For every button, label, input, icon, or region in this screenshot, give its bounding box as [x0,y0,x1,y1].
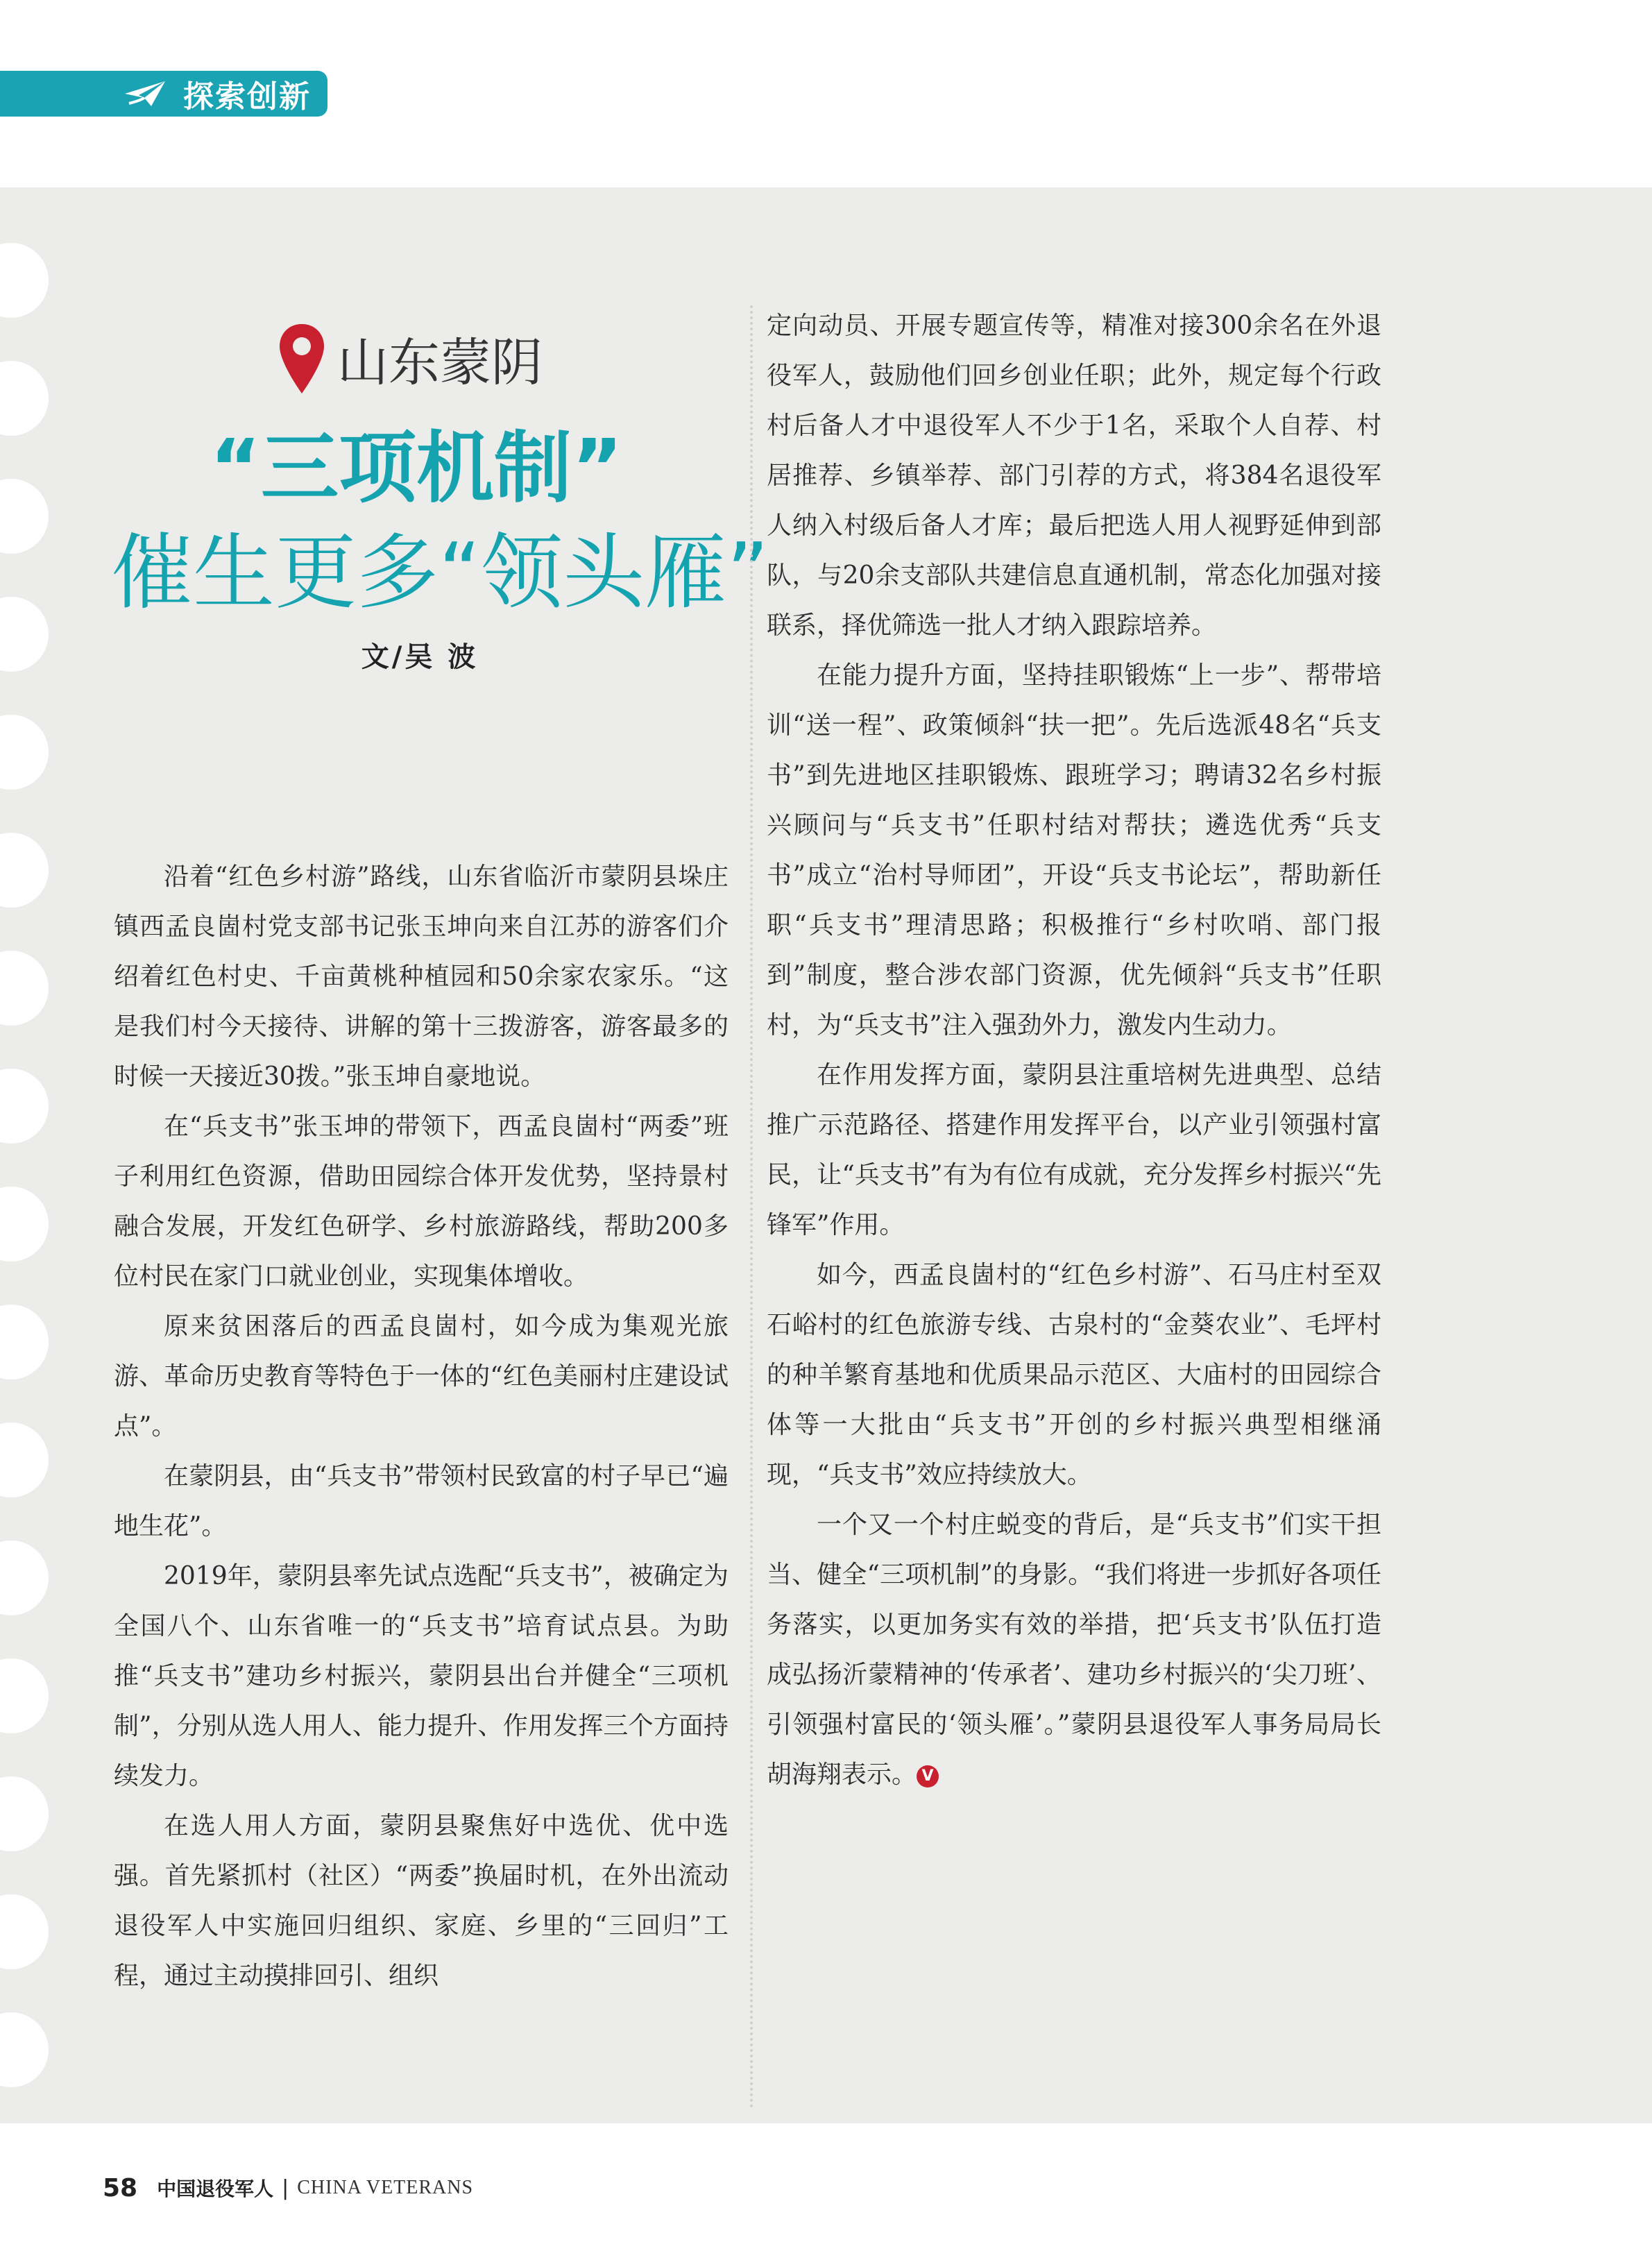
binder-hole [0,1423,49,1497]
binder-hole [0,715,49,790]
binder-hole [0,1658,49,1733]
location-kicker [278,321,543,397]
binder-hole [0,479,49,554]
map-pin-icon [278,323,326,395]
binder-hole [0,361,49,436]
column-divider [750,305,753,2109]
paragraph: 在能力提升方面，坚持挂职锻炼“上一步”、帮带培训“送一程”、政策倾斜“扶一把”。先后选派48名“兵支书”到先进地区挂职锻炼、跟班学习；聘请32名乡村振兴顾问与“兵支书”任职村结对帮扶；遴选优秀“兵支书”成立“治村导师团”，开设“兵支书论坛”，帮助新任职“兵支书”理清思路；积极推行“乡村吹哨、部门报到”制度，整合涉农部门资源，优先倾斜“兵支书”任职村，为“兵支书”注入强劲外力，激发内生动力。 [767,661,1381,1039]
paragraph: 2019年，蒙阴县率先试点选配“兵支书”，被确定为全国八个、山东省唯一的“兵支书”培育试点县。为助推“兵支书”建功乡村振兴，蒙阴县出台并健全“三项机制”，分别从选人用人、能力提升、作用发挥三个方面持续发力。 [114,1562,729,1790]
section-tab [0,71,327,117]
last-paragraph [767,1500,1381,1800]
section-label: 探索创新 [183,79,311,114]
binder-hole [0,1776,49,1851]
byline: 文/吴 波 [361,641,479,673]
binder-hole [0,1187,49,1262]
binder-hole [0,1894,49,1969]
location-label: 山东蒙阴 [337,333,543,393]
binder-hole [0,243,49,318]
paragraph: 原来贫困落后的西孟良崮村，如今成为集观光旅游、革命历史教育等特色于一体的“红色美丽村庄建设试点”。 [114,1312,729,1441]
paragraph: 沿着“红色乡村游”路线，山东省临沂市蒙阴县垛庄镇西孟良崮村党支部书记张玉坤向来自江苏的游客们介绍着红色村史、千亩黄桃种植园和50余家农家乐。“这是我们村今天接待、讲解的第十三拨游客，游客最多的时候一天接近30拨。”张玉坤自豪地说。 [114,863,729,1091]
paper-plane-icon [124,77,168,110]
page-number: 58 [103,2173,138,2202]
footer-separator: | [282,2175,289,2200]
binder-hole [0,1540,49,1615]
paragraph: 在选人用人方面，蒙阴县聚焦好中选优、优中选强。首先紧抓村（社区）“两委”换届时机，在外出流动退役军人中实施回归组织、家庭、乡里的“三回归”工程，通过主动摸排回引、组织 [114,1812,729,1990]
page-footer [103,2171,473,2205]
headline-line-1: “三项机制” [210,423,623,513]
paragraph: 在“兵支书”张玉坤的带领下，西孟良崮村“两委”班子利用红色资源，借助田园综合体开发优势，坚持景村融合发展，开发红色研学、乡村旅游路线，帮助200多位村民在家门口就业创业，实现集体增收。 [114,1112,729,1291]
magazine-name-en: CHINA VETERANS [297,2177,474,2198]
binder-hole [0,597,49,672]
binder-hole [0,951,49,1026]
article-column-right [767,301,1381,1800]
article-column-left [114,852,729,2001]
binder-hole [0,1069,49,1144]
paragraph: 如今，西孟良崮村的“红色乡村游”、石马庄村至双石峪村的红色旅游专线、古泉村的“金葵农业”、毛坪村的种羊繁育基地和优质果品示范区、大庙村的田园综合体等一大批由“兵支书”开创的乡村振兴典型相继涌现，“兵支书”效应持续放大。 [767,1261,1381,1489]
binder-hole [0,1305,49,1379]
end-mark-icon: V [917,1765,939,1787]
paragraph: 在蒙阴县，由“兵支书”带领村民致富的村子早已“遍地生花”。 [114,1462,729,1540]
paragraph-text: 一个又一个村庄蜕变的背后，是“兵支书”们实干担当、健全“三项机制”的身影。“我们将进一步抓好各项任务落实，以更加务实有效的举措，把‘兵支书’队伍打造成弘扬沂蒙精神的‘传承者’、建功乡村振兴的‘尖刀班’、引领强村富民的‘领头雁’。”蒙阴县退役军人事务局局长胡海翔表示。 [767,1511,1381,1789]
paragraph: 在作用发挥方面，蒙阴县注重培树先进典型、总结推广示范路径、搭建作用发挥平台，以产业引领强村富民，让“兵支书”有为有位有成就，充分发挥乡村振兴“先锋军”作用。 [767,1061,1381,1239]
paragraph: 定向动员、开展专题宣传等，精准对接300余名在外退役军人，鼓励他们回乡创业任职；此外，规定每个行政村后备人才中退役军人不少于1名，采取个人自荐、村居推荐、乡镇举荐、部门引荐的方式，将384名退役军人纳入村级后备人才库；最后把选人用人视野延伸到部队，与20余支部队共建信息直通机制，常态化加强对接联系，择优筛选一批人才纳入跟踪培养。 [767,312,1381,640]
binder-hole [0,2012,49,2087]
binder-hole [0,833,49,908]
magazine-name-cn: 中国退役军人 [157,2177,274,2200]
headline-line-2: 催生更多“领头雁” [111,525,769,620]
